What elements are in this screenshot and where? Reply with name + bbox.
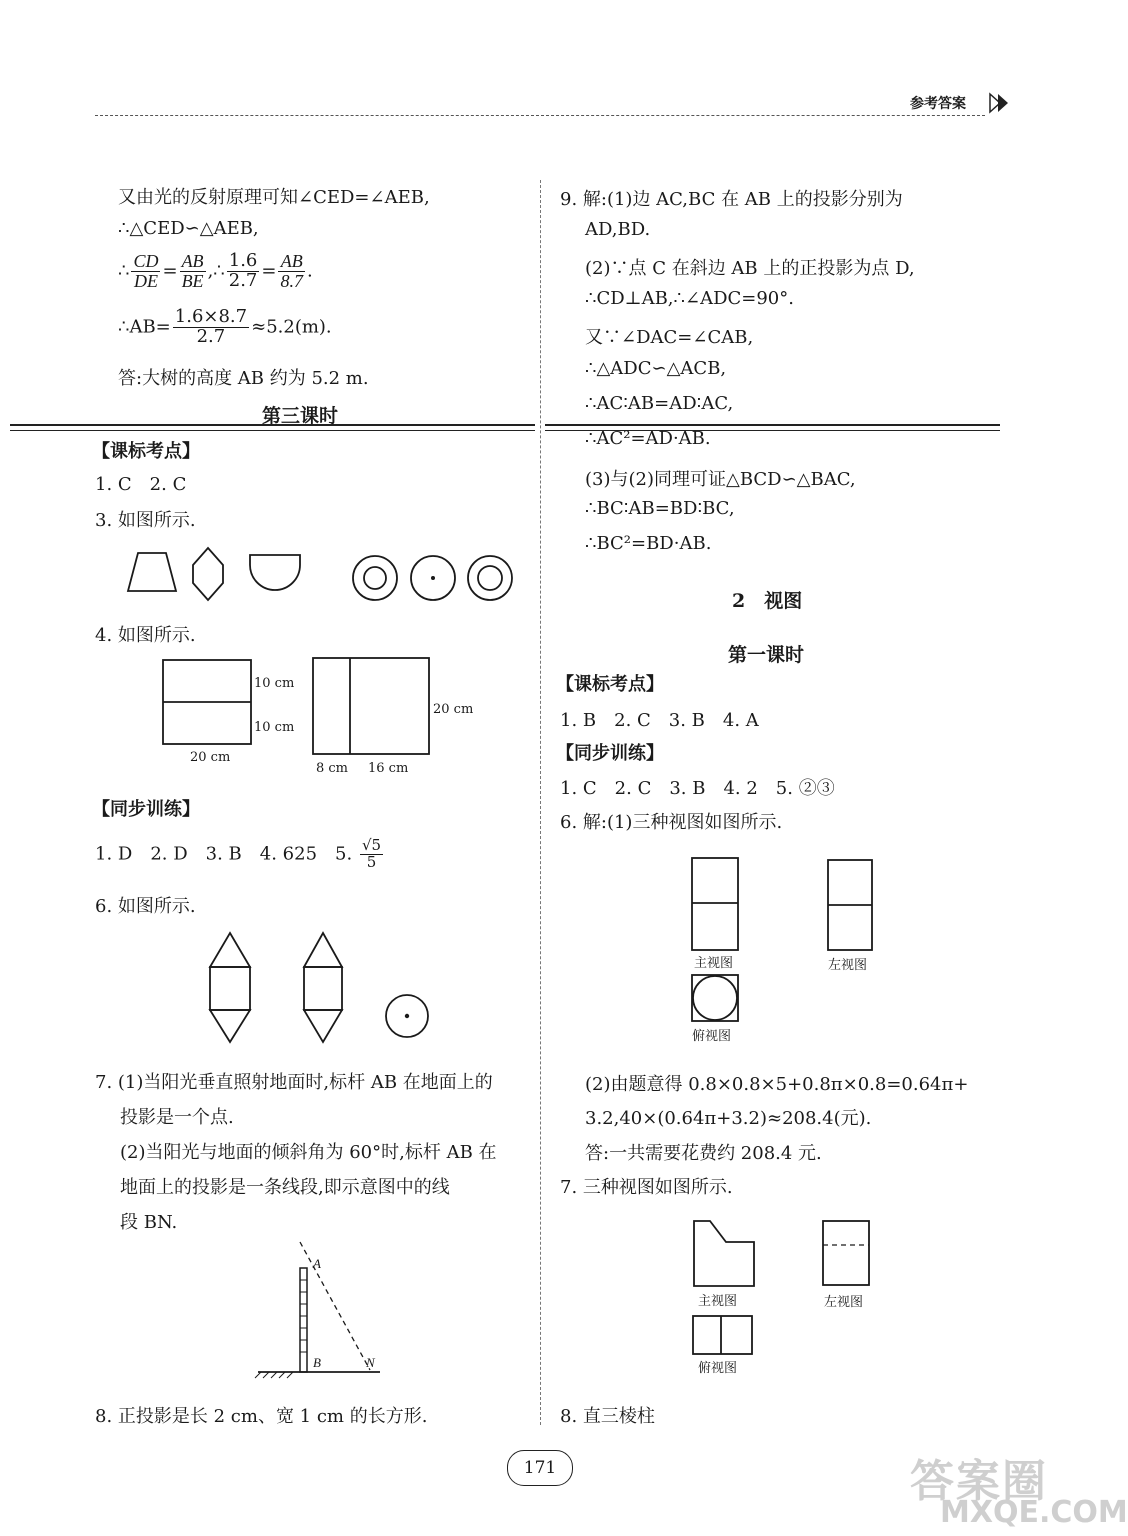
watermark-logo: 答案圈 — [910, 1456, 1048, 1507]
left-line-4: ∴AB= $\frac{1.6\times 8.7}{2.7}$ ≈5.2(m). — [118, 306, 332, 347]
q7-pole-figure — [255, 1240, 395, 1380]
ring-shape-2 — [468, 556, 512, 600]
section-rule — [545, 424, 1000, 426]
label-20cm-height: 20 cm — [433, 702, 474, 717]
answer-7-line1: 7. (1)当阳光垂直照射地面时,标杆 AB 在地面上的 — [95, 1072, 493, 1093]
right-line-5: 又∵∠DAC=∠CAB, — [585, 327, 754, 348]
left-line-2: ∴△CED∽△AEB, — [118, 218, 259, 239]
label-8cm: 8 cm — [316, 761, 349, 776]
left-view-label-7: 左视图 — [824, 1295, 864, 1310]
section-rule — [10, 424, 535, 426]
front-view-label-7: 主视图 — [698, 1294, 738, 1309]
header-rule — [95, 115, 985, 116]
right-answer-6: 6. 解:(1)三种视图如图所示. — [560, 812, 783, 833]
right-line-9: (3)与(2)同理可证△BCD∽△BAC, — [585, 469, 856, 490]
answer-7-line4: 地面上的投影是一条线段,即示意图中的线 — [120, 1177, 450, 1198]
heading-kbkd-left: 【课标考点】 — [92, 441, 200, 462]
label-10cm-top: 10 cm — [254, 676, 295, 691]
answer-7-line5: 段 BN. — [120, 1212, 178, 1233]
header-arrow-icon — [988, 92, 1012, 114]
q3-shapes-figure — [120, 543, 540, 613]
top-view-label: 俯视图 — [692, 1029, 732, 1044]
right-kbkd-answers: 1. B 2. C 3. B 4. A — [560, 710, 759, 731]
section-title-views: 2 视图 — [732, 590, 803, 612]
answers-1-5-left: 1. D 2. D 3. B 4. 625 5. $\frac{√5}{5}$ — [95, 836, 382, 871]
watermark-url: MXQE.COM — [940, 1495, 1128, 1530]
label-20cm-width: 20 cm — [190, 750, 231, 765]
label-16cm: 16 cm — [368, 761, 409, 776]
lesson-title-1: 第一课时 — [728, 644, 805, 666]
answer-8-left: 8. 正投影是长 2 cm、宽 1 cm 的长方形. — [95, 1406, 428, 1427]
right-answer-7: 7. 三种视图如图所示. — [560, 1177, 733, 1198]
hexagon-shape — [193, 548, 223, 600]
right-tbxl-answers: 1. C 2. C 3. B 4. 2 5. ②③ — [560, 778, 835, 799]
top-view-label-7: 俯视图 — [698, 1361, 738, 1376]
right-answer-6-conclusion: 答:一共需要花费约 208.4 元. — [585, 1143, 822, 1164]
right-answer-6-2b: 3.2,40×(0.64π+3.2)≈208.4(元). — [585, 1108, 872, 1129]
heading-kbkd-right: 【课标考点】 — [556, 674, 664, 695]
heading-tbxl-left: 【同步训练】 — [92, 799, 200, 820]
point-B-label: B — [313, 1355, 321, 1370]
left-line-5: 答:大树的高度 AB 约为 5.2 m. — [118, 368, 369, 389]
q6-views-figure — [688, 855, 888, 1045]
q6-figure — [205, 930, 465, 1050]
right-line-11: ∴BC²=BD·AB. — [585, 533, 712, 554]
header-label: 参考答案 — [910, 96, 966, 112]
right-line-10: ∴BC∶AB=BD∶BC, — [585, 498, 735, 519]
left-line-3: ∴ $\frac{CD}{DE}$ = $\frac{AB}{BE}$ ,∴ $\frac{1.6}{2.7}$ = $\frac{AB}{8.7}$ . — [118, 250, 313, 291]
column-divider — [540, 180, 541, 1425]
heading-tbxl-right: 【同步训练】 — [556, 743, 664, 764]
point-A-label: A — [313, 1256, 321, 1271]
right-line-3: (2)∵点 C 在斜边 AB 上的正投影为点 D, — [585, 258, 915, 279]
q7-views-figure — [690, 1218, 890, 1388]
right-line-4: ∴CD⊥AB,∴∠ADC=90°. — [585, 288, 794, 309]
answer-7-line3: (2)当阳光与地面的倾斜角为 60°时,标杆 AB 在 — [120, 1142, 497, 1163]
front-view-label: 主视图 — [694, 956, 734, 971]
q4-figure — [160, 655, 500, 785]
semicircle-shape — [250, 555, 300, 590]
answer-6-left: 6. 如图所示. — [95, 896, 196, 917]
answer-4: 4. 如图所示. — [95, 625, 196, 646]
answer-3: 3. 如图所示. — [95, 510, 196, 531]
right-line-6: ∴△ADC∽△ACB, — [585, 358, 727, 379]
label-10cm-bottom: 10 cm — [254, 720, 295, 735]
answers-1-2: 1. C 2. C — [95, 474, 187, 495]
page-number: 171 — [507, 1450, 573, 1486]
ring-shape-1 — [353, 556, 397, 600]
right-line-8: ∴AC²=AD·AB. — [585, 428, 711, 449]
section-rule — [10, 430, 535, 431]
right-line-7: ∴AC∶AB=AD∶AC, — [585, 393, 734, 414]
trapezoid-shape — [128, 553, 176, 591]
point-N-label: N — [366, 1355, 375, 1370]
left-view-label: 左视图 — [828, 958, 868, 973]
right-answer-6-2a: (2)由题意得 0.8×0.8×5+0.8π×0.8=0.64π+ — [585, 1074, 969, 1095]
answer-7-line2: 投影是一个点. — [120, 1107, 234, 1128]
right-line-1: 9. 解:(1)边 AC,BC 在 AB 上的投影分别为 — [560, 189, 903, 210]
right-line-2: AD,BD. — [585, 219, 651, 240]
right-answer-8: 8. 直三棱柱 — [560, 1406, 655, 1427]
section-title-lesson3: 第三课时 — [262, 405, 339, 427]
left-line-1: 又由光的反射原理可知∠CED=∠AEB, — [118, 187, 430, 208]
